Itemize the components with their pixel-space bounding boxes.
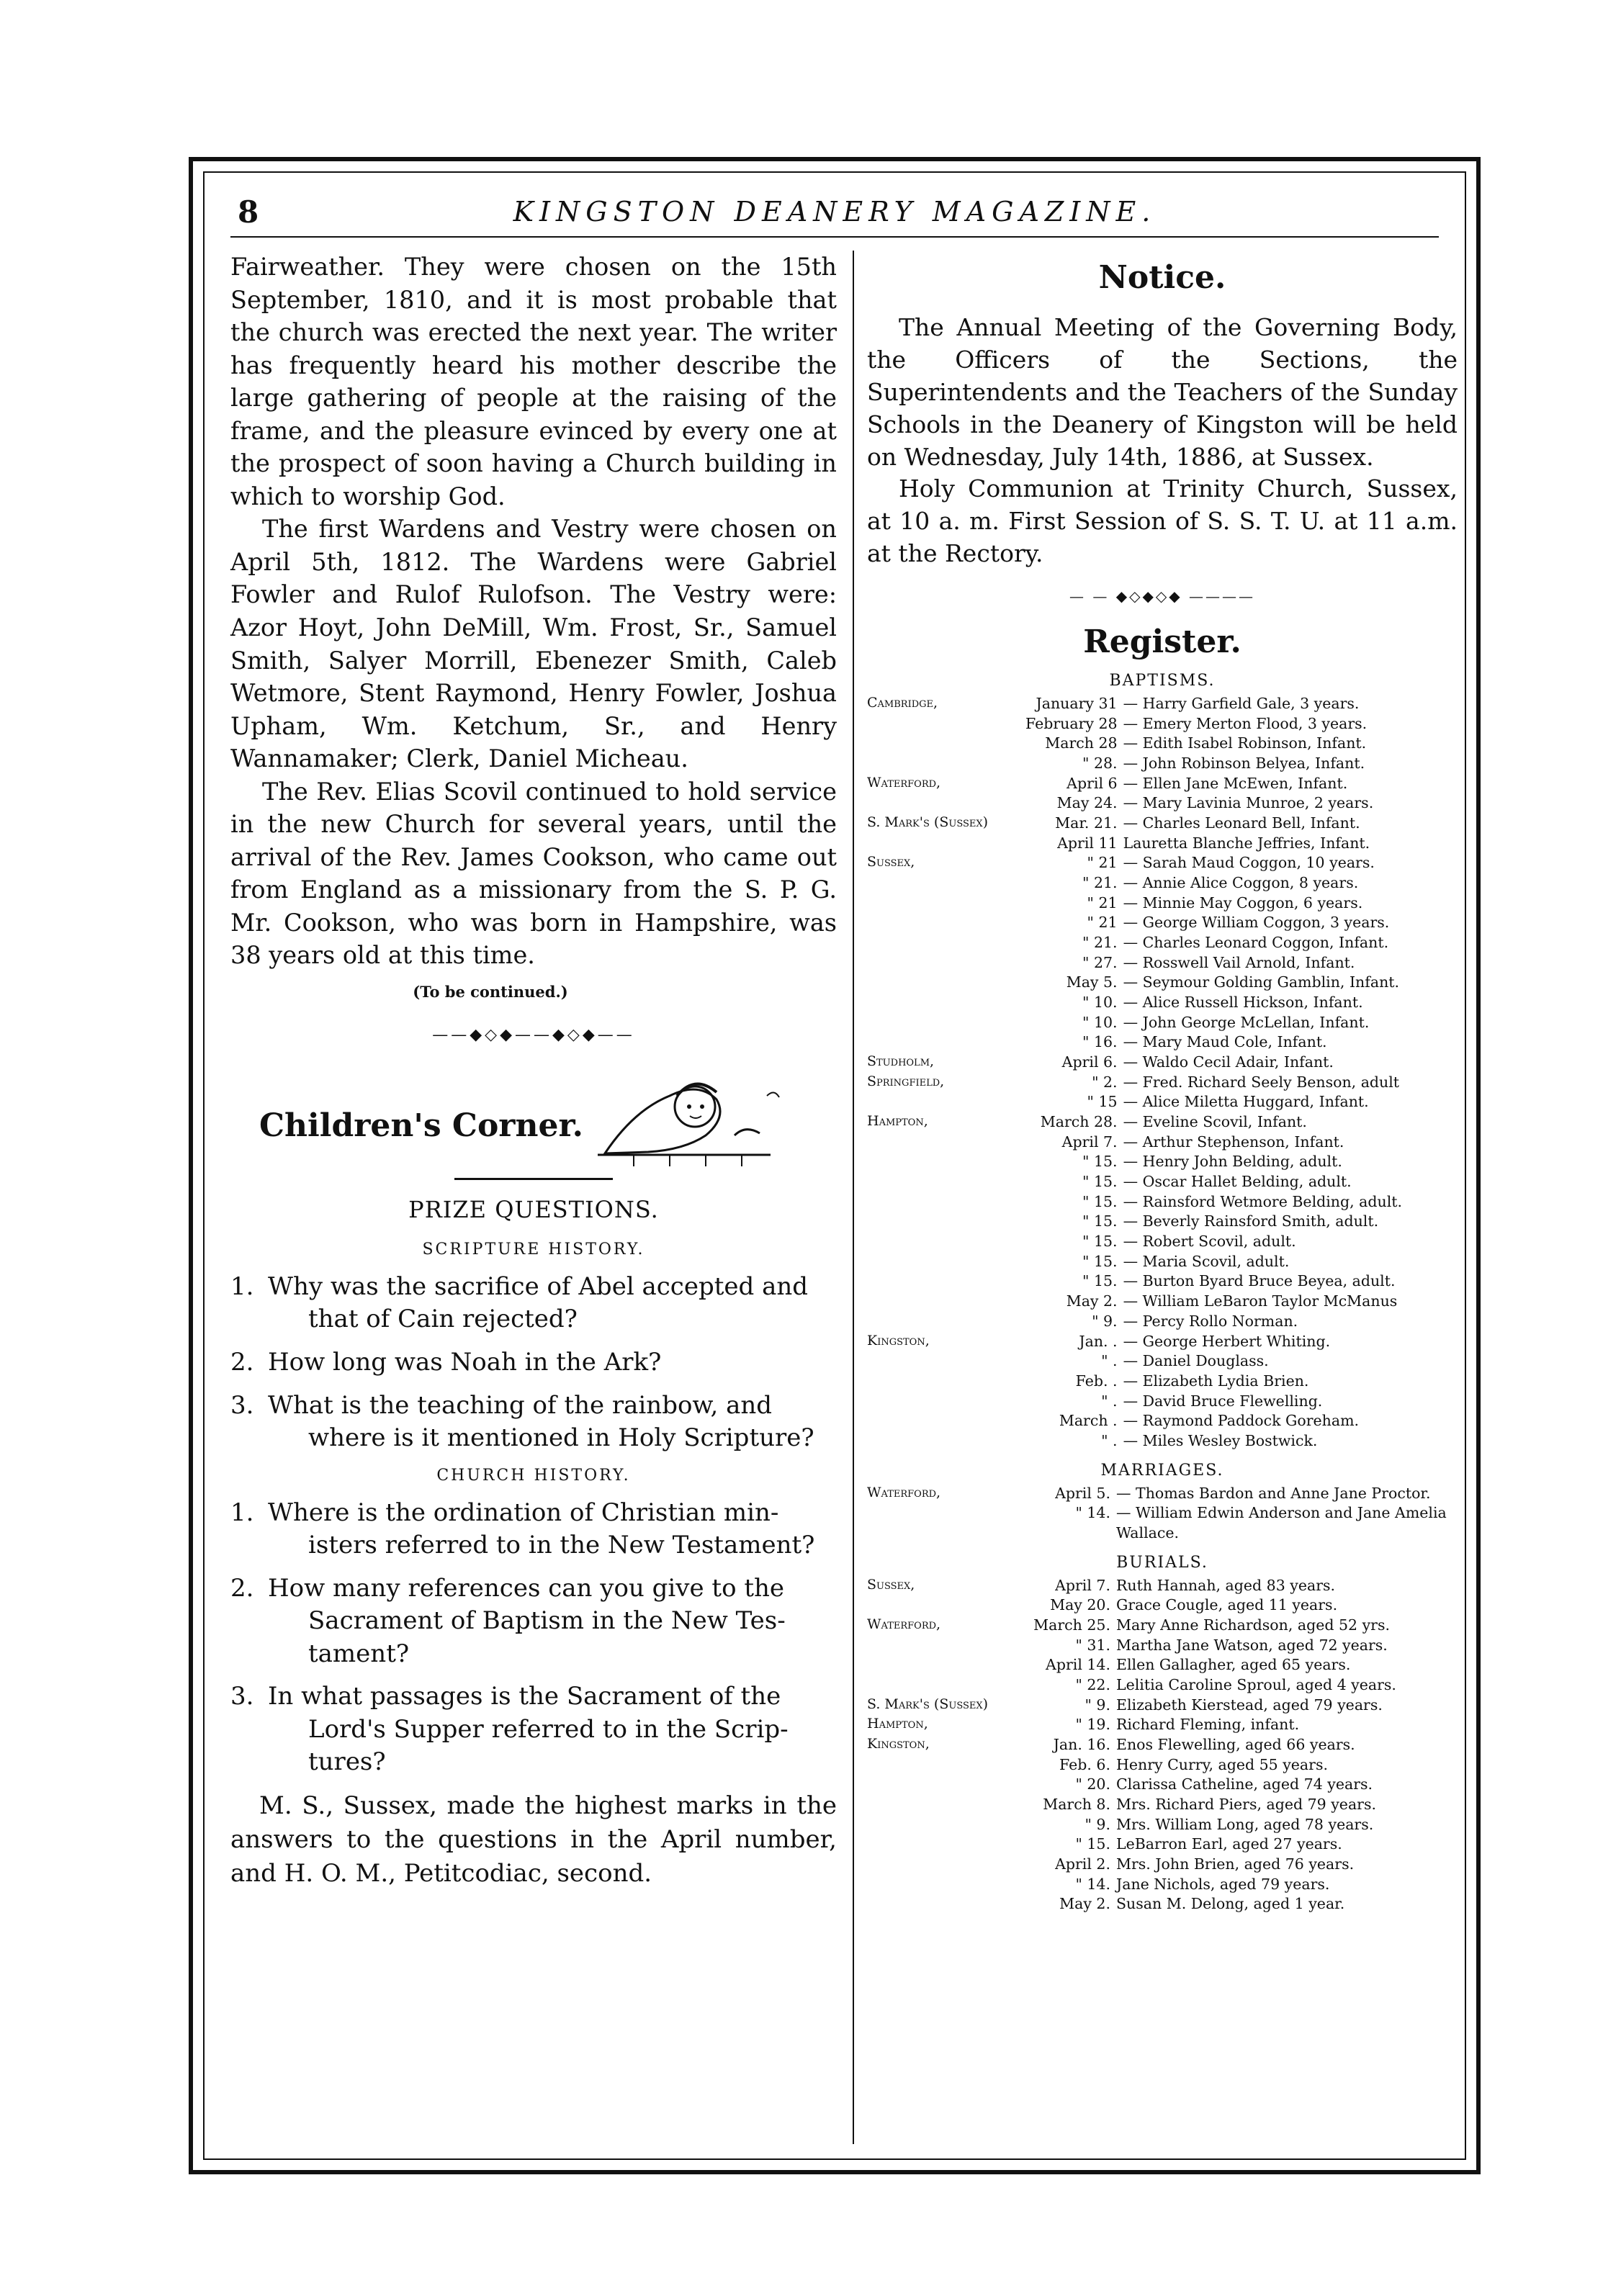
register-entry: Mary Anne Richardson, aged 52 yrs. (1116, 1616, 1391, 1634)
register-row (867, 1053, 1458, 1073)
register-entry: Mrs. Richard Piers, aged 79 years. (1116, 1795, 1377, 1813)
register-entry: — Burton Byard Bruce Beyea, adult. (1123, 1272, 1396, 1290)
register-date: April 6 (1067, 774, 1118, 792)
register-place (867, 834, 1025, 854)
register-entry: — Edith Isabel Robinson, Infant. (1123, 734, 1367, 752)
register-row (867, 933, 1458, 953)
register-place: S. Mark's (Sussex) (867, 1696, 989, 1712)
register-row (867, 973, 1458, 993)
register-date: " 15. (1082, 1173, 1118, 1191)
register-date: " . (1101, 1392, 1118, 1410)
register-place (867, 754, 1025, 774)
register-place: Springfield, (867, 1073, 945, 1089)
register-row (867, 1252, 1458, 1272)
register-row (867, 893, 1458, 914)
register-place (867, 793, 1025, 814)
register-entry: — Seymour Golding Gamblin, Infant. (1123, 973, 1400, 991)
register-date: " . (1101, 1431, 1118, 1449)
register-entry: — Percy Rollo Norman. (1123, 1312, 1298, 1330)
register-row (867, 1484, 1458, 1504)
question-line: In what passages is the Sacrament of the (268, 1682, 781, 1711)
register-place (867, 1092, 1025, 1112)
register-date: April 7. (1055, 1576, 1110, 1594)
register-row (867, 1292, 1458, 1312)
register-entry: Mrs. John Brien, aged 76 years. (1116, 1855, 1355, 1873)
register-entry: — John George McLellan, Infant. (1123, 1013, 1370, 1031)
register-date: " 21 (1087, 854, 1118, 872)
page-border (189, 157, 1481, 2174)
register-date: March 25. (1033, 1616, 1110, 1634)
register-row (867, 734, 1458, 754)
register-place (867, 1252, 1025, 1272)
register-date: " 21. (1082, 934, 1118, 952)
register-place: S. Mark's (Sussex) (867, 814, 989, 831)
register-place (867, 1232, 1025, 1252)
register-date: Feb. 6. (1059, 1755, 1110, 1773)
notice-paragraph: The Annual Meeting of the Governing Body, the Officers of the Sections, the Superintendents and the Teachers of the Sunday Schools in the Deanery of Kingston will be held on Wednesday, July 14th, 1886, at Sussex. (867, 313, 1458, 471)
register-place (867, 1855, 1025, 1875)
register-row (867, 1755, 1458, 1775)
register-entry: — Oscar Hallet Belding, adult. (1123, 1173, 1352, 1191)
register-date: " 22. (1075, 1675, 1110, 1693)
register-date: " 15. (1082, 1233, 1118, 1251)
baptisms-table (867, 694, 1458, 1451)
register-entry: — Arthur Stephenson, Infant. (1123, 1133, 1344, 1151)
register-place (867, 1431, 1025, 1451)
question-number: 3. (230, 1682, 254, 1711)
register-row (867, 1152, 1458, 1172)
register-entry: — Daniel Douglass. (1123, 1352, 1269, 1370)
register-place (867, 1503, 1025, 1543)
register-entry: Lauretta Blanche Jeffries, Infant. (1123, 834, 1370, 852)
register-entry: — Beverly Rainsford Smith, adult. (1123, 1212, 1379, 1230)
register-place: Cambridge, (867, 695, 938, 711)
register-place (867, 1312, 1025, 1332)
register-place (867, 873, 1025, 893)
register-row (867, 754, 1458, 774)
register-date: " 31. (1075, 1636, 1110, 1654)
childrens-corner-heading (230, 1067, 837, 1168)
register-date: " 9. (1092, 1312, 1118, 1330)
register-row (867, 1875, 1458, 1895)
register-entry: — Annie Alice Coggon, 8 years. (1123, 874, 1359, 892)
register-date: April 7. (1061, 1133, 1118, 1151)
question-item (230, 1271, 837, 1336)
register-row (867, 714, 1458, 734)
register-date: " 16. (1082, 1033, 1118, 1051)
register-date: " 15. (1082, 1212, 1118, 1230)
article-paragraph: The Rev. Elias Scovil continued to hold service in the new Church for several years, until the arrival of the Rev. James Cookson, who came out from England as a missionary from the S. P. G. Mr. Cookson, who was born in Hampshire, was 38 years old at this time. (230, 777, 837, 970)
register-row (867, 873, 1458, 893)
question-line: isters referred to in the New Testament? (308, 1531, 815, 1560)
register-row (867, 1351, 1458, 1372)
burials-heading: BURIALS. (1116, 1553, 1208, 1572)
register-entry: — William Edwin Anderson and Jane Amelia Wallace. (1116, 1504, 1447, 1541)
register-place: Waterford, (867, 1484, 941, 1500)
register-place (867, 1152, 1025, 1172)
register-row (867, 1133, 1458, 1153)
register-entry: Susan M. Delong, aged 1 year. (1116, 1895, 1345, 1913)
register-place (867, 1212, 1025, 1232)
marriages-table (867, 1484, 1458, 1544)
register-date: Jan. 16. (1053, 1735, 1110, 1753)
register-place (867, 1411, 1025, 1431)
register-place (867, 1655, 1025, 1675)
register-entry: — Thomas Bardon and Anne Jane Proctor. (1116, 1484, 1431, 1502)
register-date: " 27. (1082, 953, 1118, 971)
page-inner-border (203, 171, 1466, 2160)
register-place: Kingston, (867, 1332, 930, 1349)
register-date: " 15. (1082, 1153, 1118, 1171)
register-date: Feb. . (1075, 1372, 1118, 1390)
register-row (867, 1675, 1458, 1696)
scripture-history-heading: SCRIPTURE HISTORY. (422, 1241, 645, 1259)
register-row (867, 1616, 1458, 1636)
childrens-corner-title: Children's Corner. (259, 1107, 583, 1145)
marriages-heading: MARRIAGES. (1100, 1461, 1224, 1480)
question-item (230, 1390, 837, 1455)
register-entry: — Maria Scovil, adult. (1123, 1252, 1290, 1270)
register-row (867, 1503, 1458, 1543)
register-place (867, 1271, 1025, 1292)
register-entry: Mrs. William Long, aged 78 years. (1116, 1815, 1374, 1833)
register-place (867, 1755, 1025, 1775)
register-date: March . (1059, 1412, 1118, 1430)
child-illustration (591, 1067, 785, 1168)
question-line: Why was the sacrifice of Abel accepted and (268, 1271, 809, 1301)
register-date: April 11 (1057, 834, 1118, 852)
register-place (867, 1795, 1025, 1815)
register-place (867, 734, 1025, 754)
register-date: April 2. (1055, 1855, 1110, 1873)
register-place (867, 1636, 1025, 1656)
register-entry: — Ellen Jane McEwen, Infant. (1123, 774, 1348, 792)
register-place (867, 1894, 1025, 1914)
register-place (867, 1372, 1025, 1392)
register-row (867, 1576, 1458, 1596)
register-date: April 14. (1046, 1656, 1110, 1674)
register-row (867, 1013, 1458, 1033)
register-place (867, 1292, 1025, 1312)
register-place (867, 1775, 1025, 1795)
register-date: " 2. (1092, 1073, 1118, 1091)
register-entry: — John Robinson Belyea, Infant. (1123, 755, 1365, 773)
register-row (867, 1372, 1458, 1392)
register-entry: — Rainsford Wetmore Belding, adult. (1123, 1192, 1403, 1210)
register-entry: — Harry Garfield Gale, 3 years. (1123, 695, 1360, 712)
notice-paragraph: Holy Communion at Trinity Church, Sussex, at 10 a. m. First Session of S. S. T. U. at 11 a.m. at the Rectory. (867, 474, 1458, 568)
register-entry: Enos Flewelling, aged 66 years. (1116, 1735, 1355, 1753)
register-date: " 15. (1075, 1835, 1110, 1853)
register-place: Sussex, (867, 854, 915, 870)
question-item (230, 1572, 837, 1671)
question-number: 3. (230, 1390, 254, 1420)
register-row (867, 1431, 1458, 1451)
register-date: " 14. (1075, 1504, 1110, 1522)
register-row (867, 1715, 1458, 1735)
prize-questions-title: PRIZE QUESTIONS. (408, 1196, 659, 1224)
register-date: " 28. (1082, 755, 1118, 773)
register-row (867, 1312, 1458, 1332)
register-row (867, 694, 1458, 714)
register-date: May 20. (1050, 1596, 1110, 1614)
register-place (867, 1834, 1025, 1855)
register-place (867, 933, 1025, 953)
register-date: " 19. (1075, 1716, 1110, 1734)
question-line: Lord's Supper referred to in the Scrip- (308, 1714, 789, 1744)
register-entry: LeBarron Earl, aged 27 years. (1116, 1835, 1342, 1853)
register-date: " 15. (1082, 1272, 1118, 1290)
register-row (867, 1032, 1458, 1053)
register-entry: — Mary Lavinia Munroe, 2 years. (1123, 794, 1374, 812)
register-place (867, 1595, 1025, 1616)
register-row (867, 1636, 1458, 1656)
register-place (867, 1815, 1025, 1835)
register-row (867, 1655, 1458, 1675)
register-entry: Ruth Hannah, aged 83 years. (1116, 1576, 1336, 1594)
register-row (867, 1595, 1458, 1616)
register-row (867, 1411, 1458, 1431)
register-row (867, 1855, 1458, 1875)
register-place: Hampton, (867, 1113, 928, 1130)
register-entry: — William LeBaron Taylor McManus (1123, 1292, 1398, 1310)
register-date: " 14. (1075, 1875, 1110, 1893)
register-entry: — George Herbert Whiting. (1123, 1332, 1331, 1350)
baptisms-heading: BAPTISMS. (1109, 672, 1216, 690)
question-number: 2. (230, 1348, 254, 1377)
register-date: May 5. (1066, 973, 1118, 991)
register-entry: — Alice Russell Hickson, Infant. (1123, 994, 1363, 1012)
question-line: How long was Noah in the Ark? (268, 1348, 662, 1377)
register-entry: — Mary Maud Cole, Infant. (1123, 1033, 1327, 1051)
register-row (867, 1172, 1458, 1192)
page-number: 8 (238, 194, 259, 230)
register-entry: — Minnie May Coggon, 6 years. (1123, 893, 1363, 911)
register-place: Kingston, (867, 1735, 930, 1752)
register-entry: — Charles Leonard Coggon, Infant. (1123, 934, 1389, 952)
notice-title: Notice. (1098, 259, 1226, 296)
ornament-divider: — — ◆◇◆◇◆ ———— (1069, 587, 1255, 605)
register-place (867, 1013, 1025, 1033)
register-date: " 15 (1087, 1093, 1118, 1111)
register-date: " . (1101, 1352, 1118, 1370)
register-date: " 21 (1087, 893, 1118, 911)
register-place: Studholm, (867, 1053, 935, 1070)
register-date: May 2. (1059, 1895, 1110, 1913)
register-date: " 15. (1082, 1192, 1118, 1210)
church-history-heading: CHURCH HISTORY. (436, 1466, 631, 1485)
register-place (867, 1875, 1025, 1895)
question-line: Sacrament of Baptism in the New Tes- (308, 1606, 786, 1636)
register-entry: — Charles Leonard Bell, Infant. (1123, 814, 1360, 832)
notice-body (867, 312, 1458, 570)
register-entry: Grace Cougle, aged 11 years. (1116, 1596, 1338, 1614)
register-entry: — Sarah Maud Coggon, 10 years. (1123, 854, 1375, 872)
register-date: February 28 (1025, 714, 1118, 732)
register-row (867, 1894, 1458, 1914)
register-row (867, 774, 1458, 794)
register-place (867, 893, 1025, 914)
register-date: Mar. 21. (1055, 814, 1118, 832)
question-line: How many references can you give to the (268, 1573, 785, 1603)
register-place (867, 1675, 1025, 1696)
register-row (867, 853, 1458, 873)
register-row (867, 1834, 1458, 1855)
register-row (867, 953, 1458, 973)
register-entry: Elizabeth Kierstead, aged 79 years. (1116, 1696, 1383, 1714)
question-line: where is it mentioned in Holy Scripture? (308, 1423, 814, 1453)
register-date: " 10. (1082, 1013, 1118, 1031)
register-place (867, 1392, 1025, 1412)
question-item (230, 1680, 837, 1779)
register-row (867, 1392, 1458, 1412)
register-date: " 21 (1087, 914, 1118, 932)
magazine-title: KINGSTON DEANERY MAGAZINE. (513, 196, 1157, 228)
question-line: tament? (308, 1639, 410, 1668)
question-line: that of Cain rejected? (308, 1305, 578, 1334)
right-column (867, 251, 1458, 2144)
register-date: " 15. (1082, 1252, 1118, 1270)
register-place: Sussex, (867, 1576, 915, 1593)
register-entry: — Elizabeth Lydia Brien. (1123, 1372, 1309, 1390)
header-rule (230, 236, 1439, 238)
register-entry: Clarissa Catheline, aged 74 years. (1116, 1775, 1373, 1793)
register-row (867, 1112, 1458, 1133)
register-entry: — Robert Scovil, adult. (1123, 1233, 1296, 1251)
register-entry: — Raymond Paddock Goreham. (1123, 1412, 1360, 1430)
register-row (867, 1073, 1458, 1093)
register-entry: — Rosswell Vail Arnold, Infant. (1123, 953, 1355, 971)
article-paragraph: The first Wardens and Vestry were chosen on April 5th, 1812. The Wardens were Gabriel Fowler and Rulof Rulofson. The Vestry were: Azor Hoyt, John DeMill, Wm. Frost, Sr., Samuel Smith, Salyer Morrill, Ebenezer Smith, Caleb Wetmore, Stent Raymond, Henry Fowler, Joshua Upham, Wm. Ketchum, Sr., and Henry Wannamaker; Clerk, Daniel Micheau. (230, 515, 837, 773)
register-date: May 2. (1066, 1292, 1118, 1310)
register-entry: Henry Curry, aged 55 years. (1116, 1755, 1328, 1773)
register-row (867, 1795, 1458, 1815)
register-date: March 28 (1045, 734, 1118, 752)
register-place (867, 714, 1025, 734)
register-entry: — Waldo Cecil Adair, Infant. (1123, 1053, 1334, 1071)
register-place: Waterford, (867, 774, 941, 791)
question-number: 1. (230, 1498, 254, 1527)
register-entry: — Alice Miletta Huggard, Infant. (1123, 1093, 1369, 1111)
register-date: Jan. . (1079, 1332, 1118, 1350)
register-entry: — Fred. Richard Seely Benson, adult (1123, 1073, 1400, 1091)
register-date: " 10. (1082, 994, 1118, 1012)
to-be-continued: (To be continued.) (413, 983, 568, 1001)
register-entry: — Emery Merton Flood, 3 years. (1123, 714, 1368, 732)
register-date: " 20. (1075, 1775, 1110, 1793)
register-entry: Lelitia Caroline Sproul, aged 4 years. (1116, 1675, 1396, 1693)
register-row (867, 1815, 1458, 1835)
register-row (867, 793, 1458, 814)
register-date: March 28. (1040, 1113, 1118, 1131)
register-place (867, 973, 1025, 993)
question-line: tures? (308, 1747, 386, 1777)
register-date: " 9. (1085, 1815, 1110, 1833)
register-entry: Jane Nichols, aged 79 years. (1116, 1875, 1330, 1893)
register-place (867, 1032, 1025, 1053)
register-entry: — David Bruce Flewelling. (1123, 1392, 1323, 1410)
register-place (867, 1133, 1025, 1153)
register-date: " 9. (1085, 1696, 1110, 1714)
column-divider (853, 251, 854, 2144)
register-entry: Ellen Gallagher, aged 65 years. (1116, 1656, 1351, 1674)
register-date: April 5. (1055, 1484, 1110, 1502)
ornament-divider: ——◆◇◆——◆◇◆—— (432, 1025, 635, 1044)
register-row (867, 913, 1458, 933)
register-entry: Martha Jane Watson, aged 72 years. (1116, 1636, 1388, 1654)
register-date: January 31 (1036, 695, 1118, 712)
question-number: 1. (230, 1271, 254, 1301)
register-place (867, 953, 1025, 973)
question-item (230, 1346, 837, 1379)
burials-table (867, 1576, 1458, 1914)
register-place: Waterford, (867, 1616, 941, 1632)
register-row (867, 834, 1458, 854)
register-row (867, 1696, 1458, 1716)
register-place (867, 1192, 1025, 1212)
register-place (867, 913, 1025, 933)
results-paragraph: M. S., Sussex, made the highest marks in the answers to the questions in the April number, and H. O. M., Petitcodiac, second. (230, 1791, 837, 1888)
register-row (867, 993, 1458, 1013)
left-column (230, 251, 837, 2144)
register-date: April 6. (1061, 1053, 1118, 1071)
register-place (867, 993, 1025, 1013)
question-line: What is the teaching of the rainbow, and (268, 1390, 773, 1420)
register-place (867, 1351, 1025, 1372)
register-date: May 24. (1056, 794, 1118, 812)
article-paragraph: Fairweather. They were chosen on the 15th September, 1810, and it is most probable that the church was erected the next year. The writer has frequently heard his mother describe the large gathering of people at the raising of the frame, and the pleasure evinced by every one at the prospect of soon having a Church building in which to worship God. (230, 253, 837, 510)
register-row (867, 1092, 1458, 1112)
register-row (867, 1775, 1458, 1795)
register-row (867, 1232, 1458, 1252)
register-row (867, 1192, 1458, 1212)
register-entry: — Henry John Belding, adult. (1123, 1153, 1342, 1171)
register-date: " 21. (1082, 874, 1118, 892)
register-row (867, 1735, 1458, 1755)
short-rule (454, 1178, 613, 1180)
register-entry: — Miles Wesley Bostwick. (1123, 1431, 1318, 1449)
register-entry: Richard Fleming, infant. (1116, 1716, 1300, 1734)
register-date: March 8. (1043, 1795, 1110, 1813)
register-row (867, 1332, 1458, 1352)
register-entry: — George William Coggon, 3 years. (1123, 914, 1390, 932)
register-row (867, 1212, 1458, 1232)
register-place (867, 1172, 1025, 1192)
question-line: Where is the ordination of Christian min- (268, 1498, 779, 1527)
page-header (230, 194, 1439, 232)
register-place: Hampton, (867, 1716, 928, 1732)
question-number: 2. (230, 1573, 254, 1603)
register-entry: — Eveline Scovil, Infant. (1123, 1113, 1307, 1131)
register-row (867, 814, 1458, 834)
register-title: Register. (1083, 623, 1241, 660)
register-row (867, 1271, 1458, 1292)
question-item (230, 1497, 837, 1562)
